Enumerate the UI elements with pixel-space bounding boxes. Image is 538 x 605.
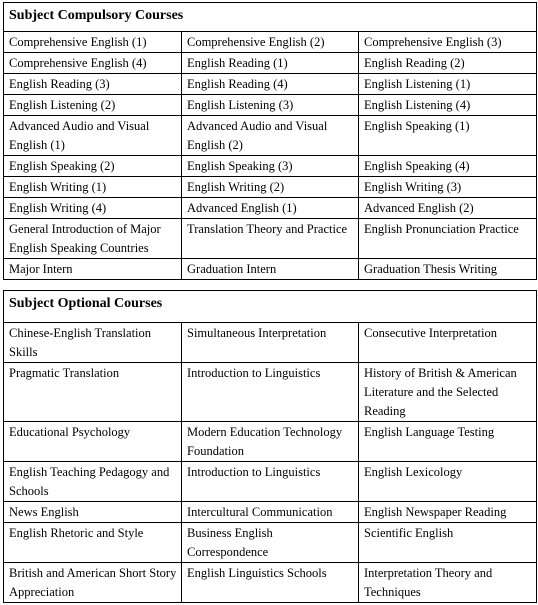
compulsory-courses-table (3, 2, 537, 280)
course-cell: English Lexicology (359, 462, 537, 502)
course-cell: English Reading (1) (182, 53, 359, 74)
course-cell: General Introduction of Major English Speaking Countries (4, 219, 182, 259)
course-cell: Simultaneous Interpretation (182, 323, 359, 363)
table-row (4, 523, 537, 563)
course-cell: English Speaking (3) (182, 156, 359, 177)
course-cell: English Listening (1) (359, 74, 537, 95)
course-cell: Introduction to Linguistics (182, 363, 359, 422)
table-header-row (4, 291, 537, 323)
table-header-row (4, 3, 537, 32)
table-row (4, 156, 537, 177)
course-cell: English Language Testing (359, 422, 537, 462)
course-cell: English Writing (1) (4, 177, 182, 198)
course-cell: History of British & American Literature and the Selected Reading (359, 363, 537, 422)
course-cell: Graduation Thesis Writing (359, 259, 537, 280)
course-cell: English Speaking (1) (359, 116, 537, 156)
course-cell: Comprehensive English (2) (182, 32, 359, 53)
course-cell: Advanced Audio and Visual English (1) (4, 116, 182, 156)
table-row (4, 563, 537, 603)
course-cell: English Writing (2) (182, 177, 359, 198)
course-cell: English Reading (4) (182, 74, 359, 95)
table-row (4, 219, 537, 259)
course-cell: English Speaking (2) (4, 156, 182, 177)
course-cell: Chinese-English Translation Skills (4, 323, 182, 363)
course-cell: Modern Education Technology Foundation (182, 422, 359, 462)
course-cell: Pragmatic Translation (4, 363, 182, 422)
course-cell: Comprehensive English (4) (4, 53, 182, 74)
optional-courses-table (3, 290, 537, 603)
course-cell: English Pronunciation Practice (359, 219, 537, 259)
course-cell: Business English Correspondence (182, 523, 359, 563)
course-cell: English Reading (3) (4, 74, 182, 95)
table-row (4, 422, 537, 462)
table-row (4, 323, 537, 363)
table-row (4, 502, 537, 523)
course-cell: Introduction to Linguistics (182, 462, 359, 502)
course-cell: Interpretation Theory and Techniques (359, 563, 537, 603)
course-cell: News English (4, 502, 182, 523)
course-cell: Translation Theory and Practice (182, 219, 359, 259)
course-cell: Graduation Intern (182, 259, 359, 280)
optional-courses-title: Subject Optional Courses (4, 291, 537, 323)
course-cell: English Speaking (4) (359, 156, 537, 177)
table-row (4, 177, 537, 198)
table-row (4, 74, 537, 95)
course-cell: English Listening (4) (359, 95, 537, 116)
course-cell: Advanced English (1) (182, 198, 359, 219)
table-row (4, 259, 537, 280)
table-row (4, 95, 537, 116)
course-cell: Major Intern (4, 259, 182, 280)
course-cell: English Listening (3) (182, 95, 359, 116)
course-cell: Intercultural Communication (182, 502, 359, 523)
course-cell: English Linguistics Schools (182, 563, 359, 603)
course-cell: Advanced English (2) (359, 198, 537, 219)
table-row (4, 53, 537, 74)
table-row (4, 198, 537, 219)
course-cell: Advanced Audio and Visual English (2) (182, 116, 359, 156)
course-cell: Comprehensive English (3) (359, 32, 537, 53)
table-row (4, 116, 537, 156)
course-cell: Scientific English (359, 523, 537, 563)
course-cell: English Teaching Pedagogy and Schools (4, 462, 182, 502)
course-cell: British and American Short Story Appreciation (4, 563, 182, 603)
course-cell: English Reading (2) (359, 53, 537, 74)
table-row (4, 363, 537, 422)
course-cell: English Writing (4) (4, 198, 182, 219)
compulsory-courses-title: Subject Compulsory Courses (4, 3, 537, 32)
course-cell: Educational Psychology (4, 422, 182, 462)
table-row (4, 462, 537, 502)
course-cell: Consecutive Interpretation (359, 323, 537, 363)
course-cell: English Writing (3) (359, 177, 537, 198)
course-cell: English Newspaper Reading (359, 502, 537, 523)
course-cell: English Listening (2) (4, 95, 182, 116)
table-row (4, 32, 537, 53)
course-cell: English Rhetoric and Style (4, 523, 182, 563)
course-cell: Comprehensive English (1) (4, 32, 182, 53)
